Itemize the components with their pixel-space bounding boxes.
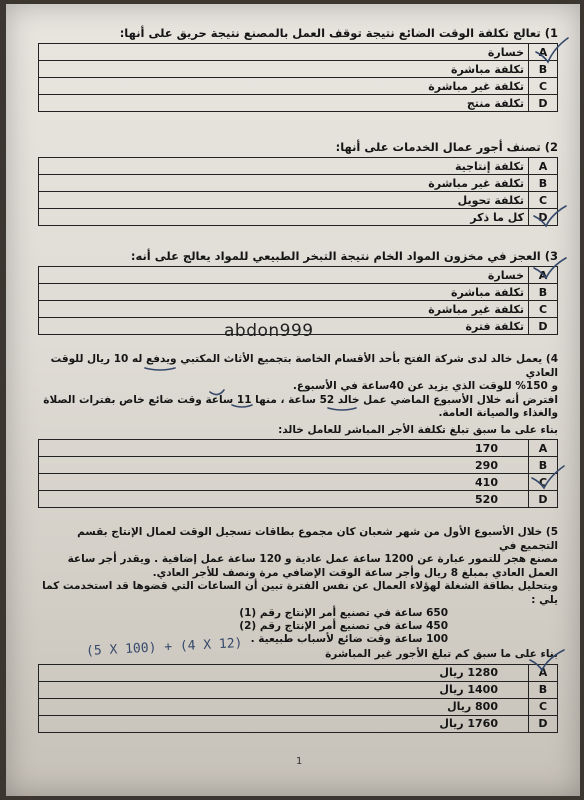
option-text: تكلفة غير مباشرة: [39, 175, 529, 192]
question-5-line: مصنع هجر للتمور عبارة عن 1200 ساعة عمل عادية و 120 ساعة عمل إضافية . ويقدر أجر ساعة: [67, 553, 558, 565]
option-letter: A: [529, 267, 558, 284]
option-row[interactable]: [39, 301, 558, 318]
option-text: خسارة: [39, 267, 529, 284]
option-text: تكلفة غير مباشرة: [39, 301, 529, 318]
question-1: [38, 26, 558, 112]
exam-page: [6, 4, 580, 796]
option-row[interactable]: [39, 491, 558, 508]
question-4-line: والغذاء والصيانة العامة.: [438, 407, 558, 419]
question-5-list-item: 450 ساعة في تصنيع أمر الإنتاج رقم (2): [239, 620, 448, 632]
option-text: تكلفة مباشرة: [39, 284, 529, 301]
option-row[interactable]: [39, 44, 558, 61]
option-letter: B: [529, 457, 558, 474]
question-2: [38, 140, 558, 226]
option-row[interactable]: [39, 474, 558, 491]
option-row[interactable]: [39, 284, 558, 301]
question-4-line: افترض أنه خلال الأسبوع الماضي عمل خالد 52 ساعة ، منها 11 ساعة وقت ضائع خاص بفترات الصلاة: [43, 393, 558, 406]
page-number: 1: [296, 756, 303, 767]
option-text: تكلفة مباشرة: [39, 61, 529, 78]
question-2-options: [38, 157, 558, 226]
option-text: 520: [39, 491, 529, 508]
option-row[interactable]: [39, 440, 558, 457]
handwritten-calculation: (5 X 100) + (4 X 12): [85, 635, 243, 660]
option-text: 290: [39, 457, 529, 474]
option-text: تكلفة غير مباشرة: [39, 78, 529, 95]
option-row[interactable]: [39, 715, 558, 732]
option-text: 1400 ريال: [39, 681, 529, 698]
option-letter: D: [529, 209, 558, 226]
question-1-options: [38, 43, 558, 112]
option-letter: C: [529, 474, 558, 491]
option-letter: D: [529, 491, 558, 508]
question-5-line: 5) خلال الأسبوع الأول من شهر شعبان كان مجموع بطاقات تسجيل الوقت لعمال الإنتاج بقسم التجميع في: [77, 526, 558, 552]
option-letter: C: [529, 698, 558, 715]
question-5-prompt: بناء على ما سبق كم تبلغ الأجور غير المباشرة: [325, 648, 558, 660]
option-text: تكلفة فترة: [39, 318, 529, 335]
option-row[interactable]: [39, 78, 558, 95]
question-4: [38, 353, 558, 508]
question-4-line: 4) يعمل خالد لدى شركة الفتح بأحد الأقسام الخاصة بتجميع الأثاث المكتبي ويدفع له 10 ريال للوقت العادي: [50, 353, 558, 379]
question-3-stem: 3) العجز في مخزون المواد الخام نتيجة التبخر الطبيعي للمواد يعالج على أنه:: [130, 249, 558, 263]
question-4-options: [38, 439, 558, 508]
option-text: تكلفة تحويل: [39, 192, 529, 209]
option-letter: B: [529, 61, 558, 78]
option-letter: B: [529, 175, 558, 192]
question-1-stem: 1) تعالج تكلفة الوقت الضائع نتيجة توقف العمل بالمصنع نتيجة حريق على أنها:: [119, 26, 558, 40]
option-letter: C: [529, 301, 558, 318]
question-5-line: وبتحليل بطاقة الشغلة لهؤلاء العمال عن نفس الفترة تبين أن الساعات التي قضوها قد استخدمت كما يلي :: [42, 580, 558, 606]
option-letter: B: [529, 284, 558, 301]
option-text: خسارة: [39, 44, 529, 61]
question-5: [38, 526, 558, 733]
option-letter: D: [529, 318, 558, 335]
question-5-options: [38, 664, 558, 733]
option-text: 170: [39, 440, 529, 457]
option-text: تكلفة منتج: [39, 95, 529, 112]
option-text: كل ما ذكر: [39, 209, 529, 226]
option-letter: A: [529, 440, 558, 457]
option-letter: A: [529, 44, 558, 61]
option-text: تكلفة إنتاجية: [39, 158, 529, 175]
option-row[interactable]: [39, 664, 558, 681]
option-letter: D: [529, 95, 558, 112]
question-5-list-item: 100 ساعة وقت ضائع لأسباب طبيعية .: [250, 633, 448, 645]
option-row[interactable]: [39, 61, 558, 78]
option-row[interactable]: [39, 175, 558, 192]
option-row[interactable]: [39, 681, 558, 698]
option-text: 1280 ريال: [39, 664, 529, 681]
option-letter: A: [529, 158, 558, 175]
option-row[interactable]: [39, 267, 558, 284]
question-5-list-item: 650 ساعة في تصنيع أمر الإنتاج رقم (1): [239, 607, 448, 619]
option-row[interactable]: [39, 209, 558, 226]
option-letter: A: [529, 664, 558, 681]
question-2-stem: 2) تصنف أجور عمال الخدمات على أنها:: [335, 140, 558, 154]
option-row[interactable]: [39, 698, 558, 715]
watermark: abdon999: [224, 321, 314, 341]
option-text: 410: [39, 474, 529, 491]
question-4-line: و 150% للوقت الذي يزيد عن 40ساعة في الأسبوع.: [292, 380, 558, 392]
option-row[interactable]: [39, 192, 558, 209]
option-row[interactable]: [39, 457, 558, 474]
option-letter: C: [529, 78, 558, 95]
question-5-line: العمل العادي بمبلغ 8 ريال وأجر ساعة الوقت الإضافي مرة ونصف للأجر العادي.: [152, 566, 558, 579]
option-text: 800 ريال: [39, 698, 529, 715]
question-4-prompt: بناء على ما سبق تبلغ تكلفة الأجر المباشر للعامل خالد:: [278, 423, 558, 436]
option-letter: C: [529, 192, 558, 209]
option-row[interactable]: [39, 158, 558, 175]
option-letter: B: [529, 681, 558, 698]
option-text: 1760 ريال: [39, 715, 529, 732]
option-letter: D: [529, 715, 558, 732]
option-row[interactable]: [39, 95, 558, 112]
